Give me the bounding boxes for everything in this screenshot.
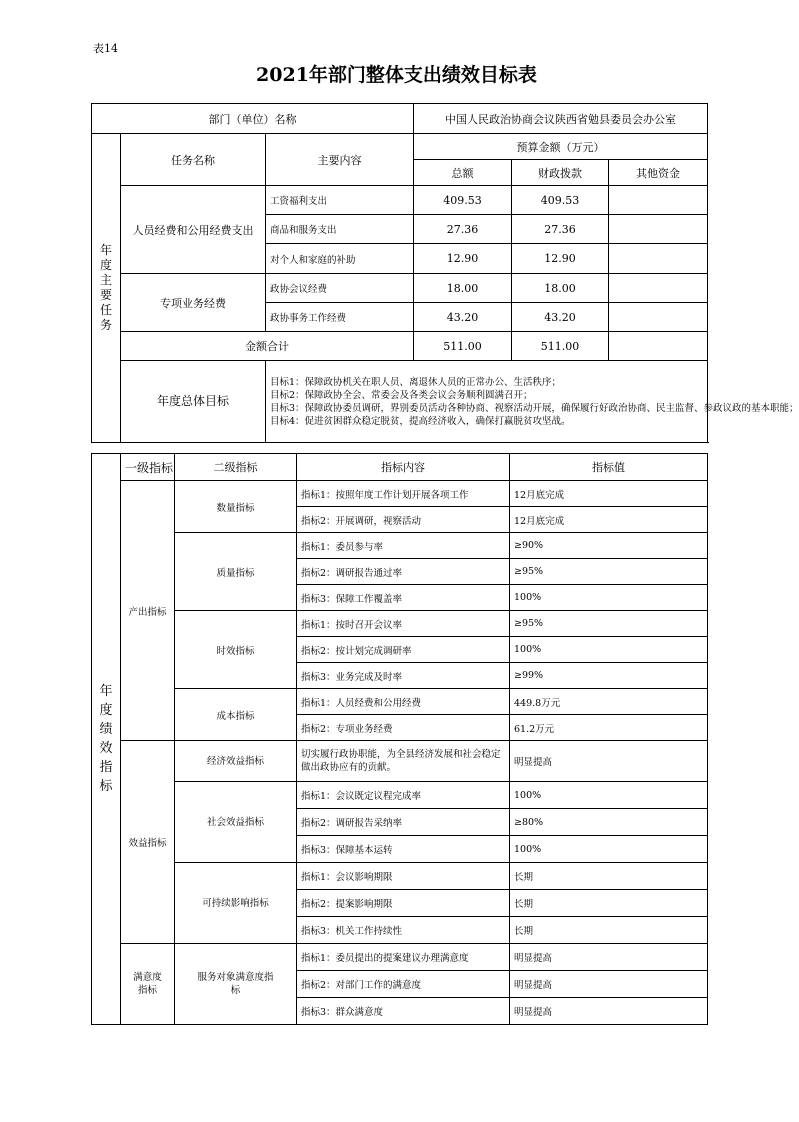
- task-content: 对个人和家庭的补助: [266, 244, 414, 274]
- indicator-value: 12月底完成: [510, 507, 708, 533]
- indicator-content: 指标2：提案影响期限: [297, 890, 510, 917]
- task-total: 409.53: [414, 186, 512, 215]
- level2-economic: 经济效益指标: [175, 741, 297, 782]
- goal-line: 目标4：促进贫困群众稳定脱贫，提高经济收入，确保打赢脱贫攻坚战。: [270, 415, 571, 427]
- indicator-content: 指标1：按照年度工作计划开展各项工作: [297, 481, 510, 507]
- indicator-value: 长期: [510, 917, 708, 944]
- level1-satisfaction: 满意度指标: [121, 944, 175, 1025]
- indicator-value: 明显提高: [510, 944, 708, 971]
- indicator-content: 指标1：委员参与率: [297, 533, 510, 559]
- task-other: [609, 186, 708, 215]
- h-level1: 一级指标: [121, 454, 175, 481]
- indicator-value: ≥95%: [510, 611, 708, 637]
- col-total-header: 总额: [414, 160, 512, 186]
- sum-label: 金额合计: [121, 332, 414, 361]
- indicator-value: 明显提高: [510, 971, 708, 998]
- main-tasks-label: 年度主要任务: [92, 134, 121, 443]
- indicator-content: 指标2：专项业务经费: [297, 715, 510, 741]
- indicator-value: 100%: [510, 585, 708, 611]
- indicator-content: 指标1：会议影响期限: [297, 863, 510, 890]
- table-number: 表14: [93, 42, 118, 55]
- level2-sustainable: 可持续影响指标: [175, 863, 297, 944]
- task-other: [609, 303, 708, 332]
- level2-cost: 成本指标: [175, 689, 297, 741]
- overall-goals-label: 年度总体目标: [121, 361, 266, 443]
- indicator-value: 明显提高: [510, 741, 708, 782]
- indicator-content: 指标1：会议既定议程完成率: [297, 782, 510, 809]
- indicator-value: 明显提高: [510, 998, 708, 1025]
- task-content: 政协会议经费: [266, 274, 414, 303]
- task-fiscal: 409.53: [512, 186, 609, 215]
- task-other: [609, 244, 708, 274]
- indicator-content: 指标2：调研报告采纳率: [297, 809, 510, 836]
- indicator-content: 指标3：保障工作覆盖率: [297, 585, 510, 611]
- level2-service: 服务对象满意度指标: [175, 944, 297, 1025]
- h-value: 指标值: [510, 454, 708, 481]
- indicator-content: 指标3：机关工作持续性: [297, 917, 510, 944]
- h-content: 指标内容: [297, 454, 510, 481]
- task-content: 商品和服务支出: [266, 215, 414, 244]
- indicator-value: ≥90%: [510, 533, 708, 559]
- col-other-header: 其他资金: [609, 160, 708, 186]
- sum-fiscal: 511.00: [512, 332, 609, 361]
- task-total: 12.90: [414, 244, 512, 274]
- goal-line: 目标3：保障政协委员调研，界别委员活动各种协商、视察活动开展，确保履行好政治协商、民主监督、参政议政的基本职能；: [270, 402, 799, 414]
- indicator-value: 61.2万元: [510, 715, 708, 741]
- indicator-value: 长期: [510, 863, 708, 890]
- indicator-content: 指标1：委员提出的提案建议办理满意度: [297, 944, 510, 971]
- indicator-content: 指标2：对部门工作的满意度: [297, 971, 510, 998]
- level2-quality: 质量指标: [175, 533, 297, 611]
- task-total: 18.00: [414, 274, 512, 303]
- task-other: [609, 274, 708, 303]
- task-total: 43.20: [414, 303, 512, 332]
- content-header: 主要内容: [266, 134, 414, 186]
- indicator-content: 指标2：调研报告通过率: [297, 559, 510, 585]
- task-other: [609, 215, 708, 244]
- sum-other: [609, 332, 708, 361]
- level2-social: 社会效益指标: [175, 782, 297, 863]
- indicator-value: ≥99%: [510, 663, 708, 689]
- goal-line: 目标1：保障政协机关在职人员、离退休人员的正常办公、生活秩序；: [270, 376, 562, 388]
- budget-header: 预算金额（万元）: [414, 134, 708, 160]
- indicator-value: 长期: [510, 890, 708, 917]
- sum-total: 511.00: [414, 332, 512, 361]
- task-name-header: 任务名称: [121, 134, 266, 186]
- overall-goals-text: [266, 361, 799, 443]
- task-fiscal: 18.00: [512, 274, 609, 303]
- indicator-content: 指标3：业务完成及时率: [297, 663, 510, 689]
- indicator-content: 切实履行政协职能，为全县经济发展和社会稳定做出政协应有的贡献。: [297, 741, 510, 782]
- dept-value: 中国人民政治协商会议陕西省勉县委员会办公室: [414, 104, 708, 134]
- performance-table: [91, 453, 708, 1025]
- indicator-content: 指标3：群众满意度: [297, 998, 510, 1025]
- level1-benefit: 效益指标: [121, 741, 175, 944]
- col-fiscal-header: 财政拨款: [512, 160, 609, 186]
- task-content: 工资福利支出: [266, 186, 414, 215]
- indicator-value: 12月底完成: [510, 481, 708, 507]
- task-fiscal: 12.90: [512, 244, 609, 274]
- indicator-value: 100%: [510, 782, 708, 809]
- task-group-name: 人员经费和公用经费支出: [121, 186, 266, 274]
- indicator-value: 449.8万元: [510, 689, 708, 715]
- indicator-content: 指标2：按计划完成调研率: [297, 637, 510, 663]
- task-group-name: 专项业务经费: [121, 274, 266, 332]
- indicator-value: ≥80%: [510, 809, 708, 836]
- perf-indicators-label: 年度绩效指标: [92, 454, 121, 1025]
- task-fiscal: 43.20: [512, 303, 609, 332]
- indicator-content: 指标1：按时召开会议率: [297, 611, 510, 637]
- dept-label: 部门（单位）名称: [92, 104, 414, 134]
- indicator-content: 指标2：开展调研，视察活动: [297, 507, 510, 533]
- indicator-value: 100%: [510, 836, 708, 863]
- indicator-value: ≥95%: [510, 559, 708, 585]
- level2-timeliness: 时效指标: [175, 611, 297, 689]
- goal-line: 目标2：保障政协全会、常委会及各类会议会务顺利圆满召开；: [270, 389, 533, 401]
- h-level2: 二级指标: [175, 454, 297, 481]
- budget-table: [91, 103, 799, 443]
- indicator-content: 指标1：人员经费和公用经费: [297, 689, 510, 715]
- level1-output: 产出指标: [121, 481, 175, 741]
- task-fiscal: 27.36: [512, 215, 609, 244]
- level2-quantity: 数量指标: [175, 481, 297, 533]
- indicator-content: 指标3：保障基本运转: [297, 836, 510, 863]
- task-content: 政协事务工作经费: [266, 303, 414, 332]
- indicator-value: 100%: [510, 637, 708, 663]
- task-total: 27.36: [414, 215, 512, 244]
- page-title: 2021年部门整体支出绩效目标表: [256, 64, 537, 86]
